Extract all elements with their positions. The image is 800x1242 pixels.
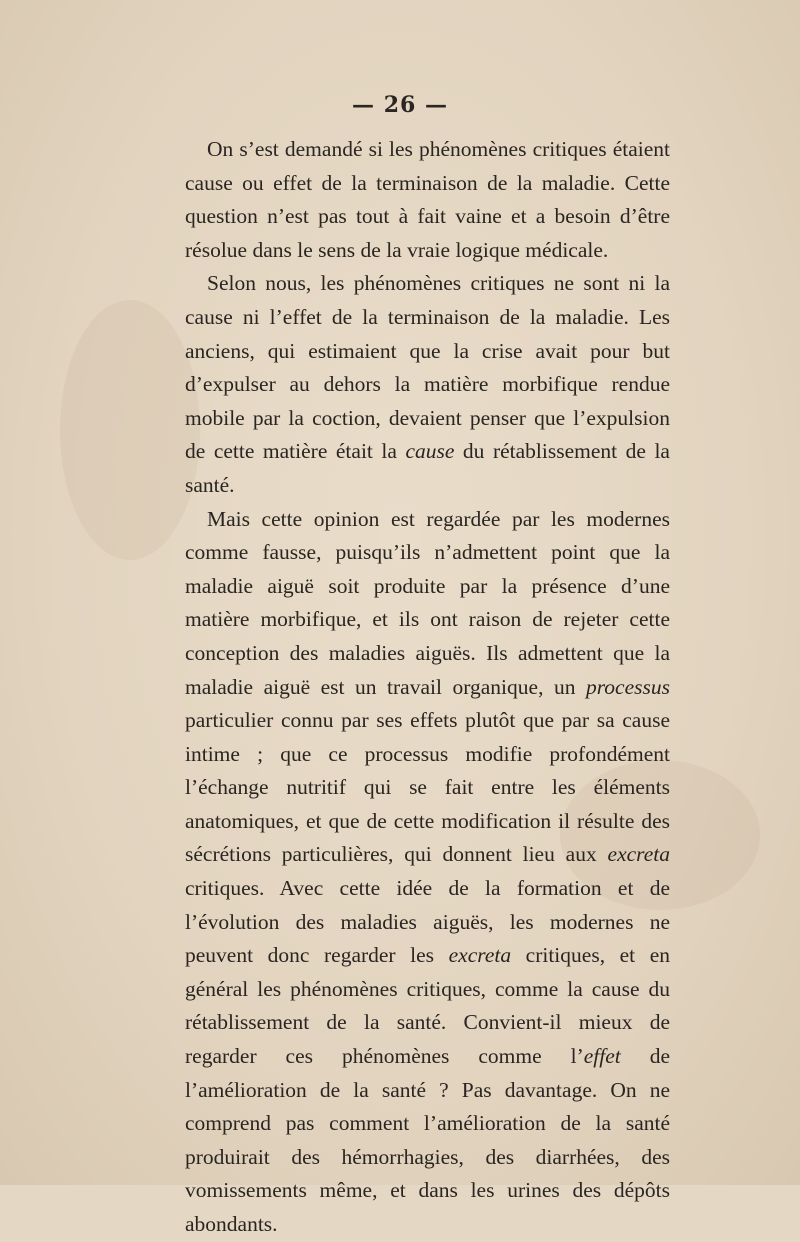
text-run: particulier connu par ses effets plutôt que par sa cause intime ; que ce processus modifie profondément l’échange nutritif qui se fait entre les éléments anatomiques, et que de cette modification il résulte des sécrétions particulières, qui donnent lieu aux <box>185 708 670 867</box>
body-text <box>185 133 670 1242</box>
text-run: du rétablissement de la santé. <box>185 439 670 497</box>
text-run: de l’amélioration de la santé ? Pas davantage. On ne comprend pas comment l’amélioration de la santé produirait des hémorrhagies, des diarrhées, des vomissements même, et dans les urines des dépôts abondants. <box>185 1044 670 1236</box>
italic-term: excreta <box>607 842 670 867</box>
paragraph <box>185 267 670 502</box>
italic-term: excreta <box>448 943 512 968</box>
italic-term: cause <box>405 439 455 464</box>
paragraph <box>185 503 670 1242</box>
text-run: critiques. Avec cette idée de la formation et de l’évolution des maladies aiguës, les modernes ne peuvent donc regarder les <box>185 876 670 968</box>
italic-term: effet <box>583 1044 621 1069</box>
paper-stain <box>60 300 200 560</box>
text-run: Selon nous, les phénomènes critiques ne sont ni la cause ni l’effet de la terminaison de la maladie. Les anciens, qui estimaient que la crise avait pour but d’expulser au dehors la matière morbifique rendue mobile par la coction, devaient penser que l’expulsion de cette matière était la <box>185 271 670 464</box>
text-run: critiques, et en général les phénomènes critiques, comme la cause du rétablissement de la santé. Convient-il mieux de regarder ces phénomènes comme l’ <box>185 943 671 1069</box>
paragraph <box>185 133 670 267</box>
text-run: Mais cette opinion est regardée par les modernes comme fausse, puisqu’ils n’admettent point que la maladie aiguë soit produite par la présence d’une matière morbifique, et ils ont raison de rejeter cette conception des maladies aiguës. Ils admettent que la maladie aiguë est un travail organique, un <box>185 506 670 699</box>
italic-term: processus <box>585 674 670 699</box>
page-number: — 26 — <box>352 92 448 118</box>
text-run: On s’est demandé si les phénomènes critiques étaient cause ou effet de la terminaison de la maladie. Cette question n’est pas tout à fait vaine et a besoin d’être résolue dans le sens de la vraie logique médicale. <box>185 137 670 262</box>
